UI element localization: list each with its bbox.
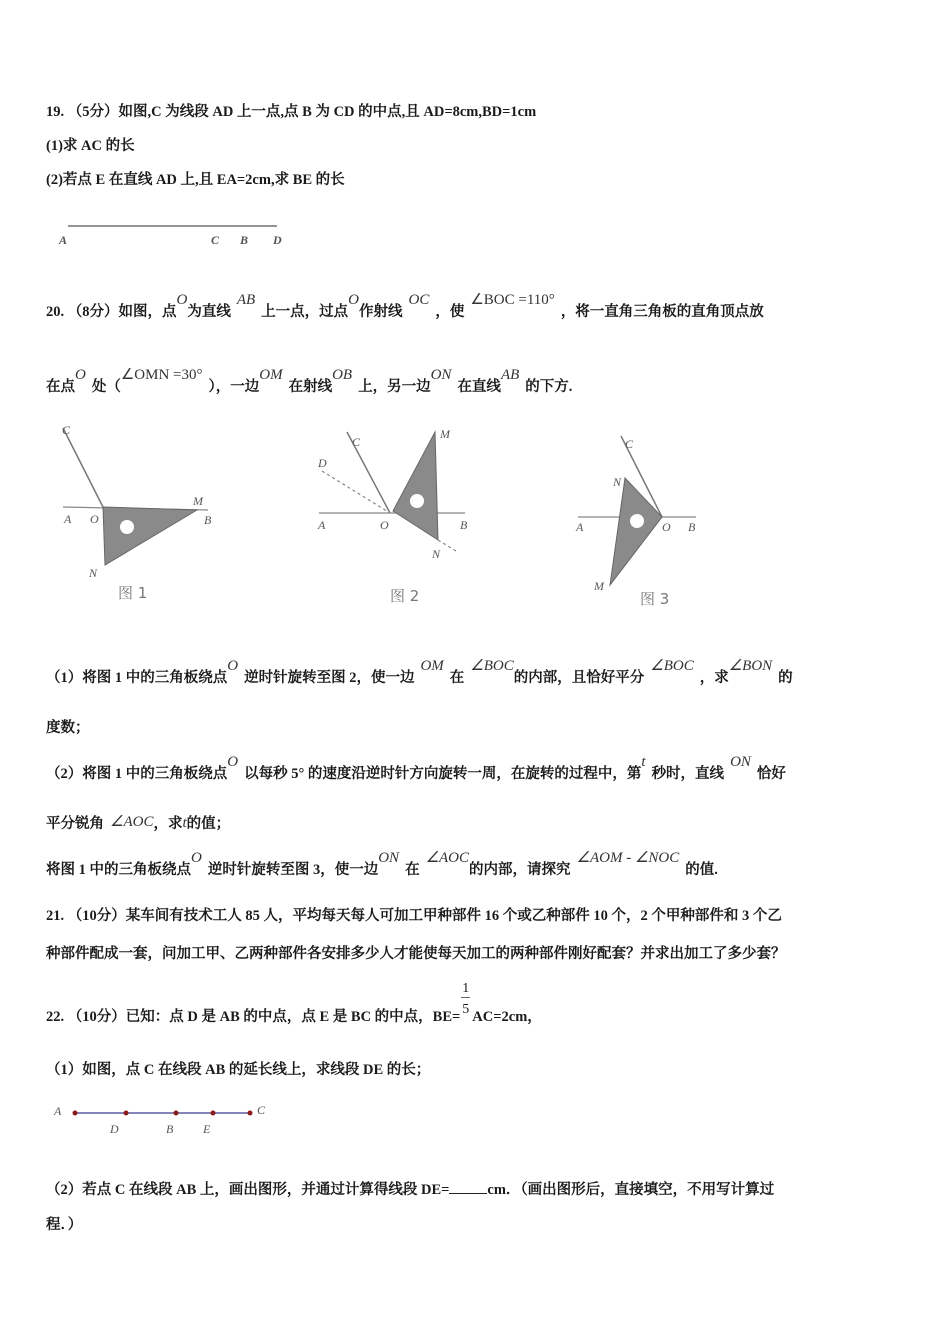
- label-C: C: [211, 233, 220, 247]
- q19-stem: 19. （5分）如图,C 为线段 AD 上一点,点 B 为 CD 的中点,且 AD=8cm,BD=1cm: [46, 104, 537, 120]
- q22-part1: （1）如图，点 C 在线段 AB 的延长线上，求线段 DE 的长；: [46, 1062, 431, 1078]
- svg-text:N: N: [432, 547, 441, 561]
- svg-text:D: D: [318, 456, 327, 470]
- q20-stem-line1: 20. （8分）如图，点O为直线AB上一点，过点O作射线OC，使∠BOC =110°，将一直角三角板的直角顶点放: [46, 292, 764, 320]
- svg-text:C: C: [625, 437, 634, 451]
- math-angle-BOC: ∠BOC: [470, 658, 514, 674]
- svg-text:M: M: [193, 494, 203, 508]
- fraction-one-fifth: $\frac{1}{5}$: [462, 981, 470, 1017]
- svg-text:A: A: [64, 512, 72, 526]
- q19-part2: (2)若点 E 在直线 AD 上,且 EA=2cm,求 BE 的长: [46, 172, 345, 188]
- q22-stem: 22. （10分）已知：点 D 是 AB 的中点，点 E 是 BC 的中点，BE= $\frac{1}{5}$ AC=2cm，: [46, 981, 542, 1025]
- label-C: C: [257, 1103, 266, 1117]
- q21-line2: 种部件配成一套，问加工甲、乙两种部件各安排多少人才能使每天加工的两种部件刚好配套？并求出加工了多少套？: [46, 946, 786, 962]
- label-D: D: [110, 1122, 119, 1136]
- q21-line1: 21. （10分）某车间有技术工人 85 人，平均每天每人可加工甲种部件 16 个或乙种部件 10 个，2 个甲种部件和 3 个乙: [46, 908, 782, 924]
- svg-text:A: A: [318, 518, 326, 532]
- svg-text:O: O: [380, 518, 389, 532]
- math-AB: AB: [236, 292, 256, 308]
- label-D: D: [273, 233, 282, 247]
- q20-part1-line2: 度数；: [46, 720, 90, 736]
- math-angle-BON: ∠BON: [728, 658, 773, 674]
- math-O: O: [176, 292, 188, 308]
- q20-part2-line2: 平分锐角 ∠AOC，求t的值；: [46, 814, 231, 832]
- svg-text:O: O: [662, 520, 671, 534]
- svg-text:O: O: [90, 512, 99, 526]
- svg-text:N: N: [613, 475, 622, 489]
- svg-text:M: M: [594, 579, 604, 593]
- svg-text:B: B: [460, 518, 468, 532]
- svg-text:A: A: [576, 520, 584, 534]
- math-angle-difference: ∠AOM - ∠NOC: [576, 850, 680, 866]
- q20-part1-line1: （1）将图 1 中的三角板绕点O逆时针旋转至图 2，使一边OM在∠BOC的内部，且恰好平分∠BOC，求∠BON的: [46, 658, 793, 686]
- svg-text:B: B: [204, 513, 212, 527]
- svg-text:M: M: [440, 427, 450, 441]
- q20-stem-line2: 在点O处（∠OMN =30°），一边OM在射线OB上，另一边ON在直线AB的下方.: [46, 367, 573, 395]
- math-ON: ON: [430, 367, 452, 383]
- label-B: B: [166, 1122, 174, 1136]
- figure-3-caption: 图 3: [640, 590, 670, 608]
- math-angle-BOC-110: ∠BOC =110°: [470, 292, 555, 308]
- q22-part2-line1: （2）若点 C 在线段 AB 上，画出图形，并通过计算得线段 DE= cm．（画出图形后，直接填空，不用写计算过: [46, 1179, 774, 1200]
- figure-1-caption: 图 1: [118, 584, 148, 602]
- q19-part1: (1)求 AC 的长: [46, 138, 135, 154]
- label-E: E: [203, 1122, 211, 1136]
- math-OC: OC: [408, 292, 430, 308]
- math-angle-AOC: ∠AOC: [110, 814, 154, 830]
- svg-text:B: B: [688, 520, 696, 534]
- math-OB: OB: [332, 367, 353, 383]
- q20-part2-line1: （2）将图 1 中的三角板绕点O以每秒 5° 的速度沿逆时针方向旋转一周，在旋转的过程中，第t秒时，直线ON恰好: [46, 754, 786, 782]
- q22-part2-line2: 程．）: [46, 1217, 83, 1233]
- q20-part3-line: 将图 1 中的三角板绕点O逆时针旋转至图 3，使一边ON在∠AOC的内部，请探究∠AOM - ∠NOC的值.: [46, 850, 718, 878]
- svg-text:N: N: [89, 566, 98, 580]
- answer-blank[interactable]: [449, 1179, 487, 1194]
- svg-text:C: C: [62, 423, 71, 437]
- label-A: A: [54, 1104, 62, 1118]
- label-A: A: [59, 233, 68, 247]
- label-B: B: [240, 233, 249, 247]
- math-angle-OMN-30: ∠OMN =30°: [120, 367, 203, 383]
- math-t: t: [641, 754, 646, 770]
- math-OM: OM: [259, 367, 283, 383]
- figure-2-caption: 图 2: [390, 587, 420, 605]
- svg-text:C: C: [352, 435, 361, 449]
